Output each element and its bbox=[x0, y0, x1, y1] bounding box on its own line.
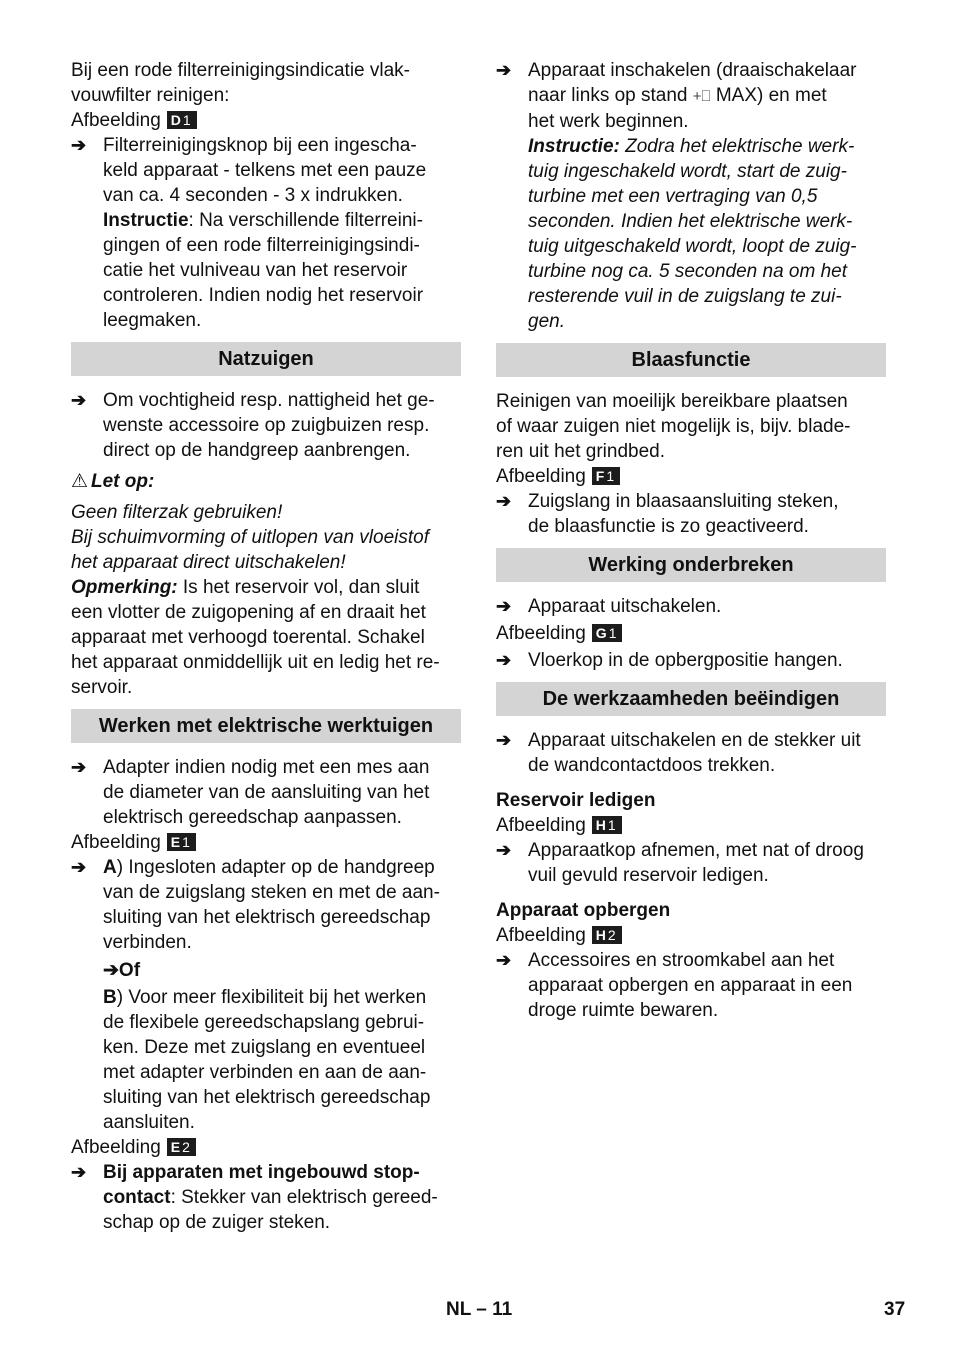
figure-ref: Afbeelding D1 bbox=[71, 108, 461, 133]
right-arrow-icon: ➔ bbox=[496, 650, 512, 670]
caution-heading: ⚠ Let op: bbox=[71, 471, 155, 492]
step-empty-reservoir: ➔ Apparaatkop afnemen, met nat of droog vuil gevuld reservoir ledigen. bbox=[496, 840, 864, 886]
step-blaas: ➔ Zuigslang in blaasaansluiting steken, de blaasfunctie is zo geactiveerd. bbox=[496, 491, 839, 537]
figure-badge-d1: D1 bbox=[167, 111, 197, 129]
right-arrow-icon: ➔ bbox=[71, 135, 87, 155]
right-arrow-icon: ➔ bbox=[496, 596, 512, 616]
right-arrow-icon: ➔ bbox=[496, 60, 512, 80]
figure-ref: Afbeelding F1 bbox=[496, 464, 886, 489]
intro-line: vouwfilter reinigen: bbox=[71, 85, 230, 106]
step-option-a: ➔ A) Ingesloten adapter op de handgreep van de zuigslang steken en met de aan- sluiting van het elektrisch gereedschap verbinden. bbox=[71, 857, 440, 953]
figure-badge-e2: E2 bbox=[167, 1138, 196, 1156]
step-switch-on: ➔ Apparaat inschakelen (draaischakelaar naar links op stand +⎕ MAX) en met het werk beginnen. bbox=[496, 60, 857, 132]
right-arrow-icon: ➔ bbox=[71, 390, 87, 410]
right-arrow-icon: ➔ bbox=[496, 840, 512, 860]
step-floorhead: ➔ Vloerkop in de opbergpositie hangen. bbox=[496, 650, 843, 671]
left-column: Bij een rode filterreinigingsindicatie vlak- vouwfilter reinigen: Afbeelding D1 ➔ Filterreinigingsknop bij een ingescha- keld apparaat - telkens met een pauze van ca. 4 seconden - 3 x indrukken. Instructie: Na verschillende filterreini- gingen of een rode filterreinigingsindi- catie het vulniveau van het reservoir controleren. Indien nodig het reservoir leegmaken. Natzuigen ➔ Om vochtigheid resp. nattigheid het ge- wenste accessoire op zuigbuizen resp. direct op de handgreep aanbrengen. ⚠ Let op: Geen filterzak gebruiken! Bij schuimvorming of uitlopen van vloeistof het apparaat direct uitschakelen! Opmerking: Is het reservoir vol, dan sluit een vlotter de zuigopening af en draait het apparaat met verhoogd toerental. Schakel het apparaat onmiddellijk uit en ledig het re- servoir. Werken met elektrische werktuigen ➔ Adapter indien nodig met een mes aan de diameter van de aansluiting van het elektrisch gereedschap aanpassen. Afbeelding E1 ➔ A) Ingesloten adapter op de handgreep van de zuigslang steken en met de aan- sluiting van het elektrisch gereedschap verbinden. ➔Of B) Voor meer flexibiliteit bij het werken de flexibele gereedschapslang gebrui- ken. Deze met zuigslang en eventueel met adapter verbinden en aan de aan- sluiting van het elektrisch gereedschap aansluiten. Afbeelding E2 ➔ Bij apparaten met ingebouwd stop- contact: Stekker van elektrisch gereed- schap op de zuiger steken. bbox=[71, 58, 461, 1235]
section-heading-natzuigen: Natzuigen bbox=[71, 342, 461, 376]
step-store: ➔ Accessoires en stroomkabel aan het apparaat opbergen en apparaat in een droge ruimte bewaren. bbox=[496, 950, 853, 1021]
remark: Opmerking: Is het reservoir vol, dan sluit bbox=[71, 577, 420, 598]
figure-badge-e1: E1 bbox=[167, 833, 196, 851]
right-arrow-icon: ➔ bbox=[71, 857, 87, 877]
step-natzuigen: ➔ Om vochtigheid resp. nattigheid het ge- wenste accessoire op zuigbuizen resp. direct op de handgreep aanbrengen. bbox=[71, 390, 435, 461]
figure-badge-h2: H2 bbox=[592, 926, 622, 944]
right-arrow-icon: ➔ bbox=[496, 491, 512, 511]
intro-line: Bij een rode filterreinigingsindicatie vlak- bbox=[71, 60, 411, 81]
warning-text: Geen filterzak gebruiken! bbox=[71, 502, 283, 523]
right-arrow-icon: ➔ bbox=[496, 950, 512, 970]
figure-ref: Afbeelding H2 bbox=[496, 923, 886, 948]
footer-section-label: NL – 11 bbox=[446, 1299, 513, 1320]
subheading-opbergen: Apparaat opbergen bbox=[496, 900, 671, 921]
option-b: B) Voor meer flexibiliteit bij het werken de flexibele gereedschapslang gebrui- ken. Deze met zuigslang en eventueel met adapter verbinden en aan de aan- sluiting van het elektrisch gereedschap aansluiten. bbox=[103, 987, 431, 1133]
figure-ref: Afbeelding H1 bbox=[496, 813, 886, 838]
section-heading-onderbreken: Werking onderbreken bbox=[496, 548, 886, 582]
right-arrow-icon: ➔ bbox=[71, 1162, 87, 1182]
warning-triangle-icon: ⚠ bbox=[71, 471, 89, 492]
step-adapter: ➔ Adapter indien nodig met een mes aan de diameter van de aansluiting van het elektrisch gereedschap aanpassen. bbox=[71, 757, 430, 828]
right-arrow-icon: ➔ bbox=[496, 730, 512, 750]
plug-socket-icon: +⎕ bbox=[692, 88, 711, 105]
right-arrow-icon: ➔ bbox=[71, 757, 87, 777]
instruction-note: Instructie: Zodra het elektrische werk- tuig ingeschakeld wordt, start de zuig- turbine met een vertraging van 0,5 seconden. Indien het elektrische werk- tuig uitgeschakeld wordt, loopt de zuig- turbine nog ca. 5 seconden na om het resterende vuil in de zuigslang te zui- gen. bbox=[528, 136, 857, 332]
step-switch-off: ➔ Apparaat uitschakelen. bbox=[496, 596, 722, 617]
right-column: ➔ Apparaat inschakelen (draaischakelaar naar links op stand +⎕ MAX) en met het werk beginnen. Instructie: Zodra het elektrische werk- tuig ingeschakeld wordt, start de zuig- turbine met een vertraging van 0,5 seconden. Indien het elektrische werk- tuig uitgeschakeld wordt, loopt de zuig- turbine nog ca. 5 seconden na om het resterende vuil in de zuigslang te zui- gen. Blaasfunctie Reinigen van moeilijk bereikbare plaatsen of waar zuigen niet mogelijk is, bijv. blade- ren uit het grindbed. Afbeelding F1 ➔ Zuigslang in blaasaansluiting steken, de blaasfunctie is zo geactiveerd. Werking onderbreken ➔ Apparaat uitschakelen. Afbeelding G1 ➔ Vloerkop in de opbergpositie hangen. De werkzaamheden beëindigen ➔ Apparaat uitschakelen en de stekker uit de wandcontactdoos trekken. Reservoir ledigen Afbeelding H1 ➔ Apparaatkop afnemen, met nat of droog vuil gevuld reservoir ledigen. Apparaat opbergen Afbeelding H2 ➔ Accessoires en stroomkabel aan het apparaat opbergen en apparaat in een droge ruimte bewaren. bbox=[496, 58, 886, 1023]
instruction-note: Instructie: Na verschillende filterreini- gingen of een rode filterreinigingsindi- catie het vulniveau van het reservoir controleren. Indien nodig het reservoir leegmaken. bbox=[103, 210, 424, 331]
figure-ref: Afbeelding E1 bbox=[71, 830, 461, 855]
figure-ref: Afbeelding G1 bbox=[496, 621, 886, 646]
page-number: 37 bbox=[884, 1299, 906, 1320]
subheading-reservoir: Reservoir ledigen bbox=[496, 790, 656, 811]
figure-badge-g1: G1 bbox=[592, 624, 623, 642]
section-heading-beeindigen: De werkzaamheden beëindigen bbox=[496, 682, 886, 716]
section-heading-blaasfunctie: Blaasfunctie bbox=[496, 343, 886, 377]
step-stopcontact: ➔ Bij apparaten met ingebouwd stop- contact: Stekker van elektrisch gereed- schap op de zuiger steken. bbox=[71, 1162, 438, 1233]
section-heading-werken: Werken met elektrische werktuigen bbox=[71, 709, 461, 743]
figure-badge-h1: H1 bbox=[592, 816, 622, 834]
figure-badge-f1: F1 bbox=[592, 467, 620, 485]
step-filter-clean: ➔ Filterreinigingsknop bij een ingescha- keld apparaat - telkens met een pauze van ca. 4 seconden - 3 x indrukken. bbox=[71, 135, 427, 206]
step-unplug: ➔ Apparaat uitschakelen en de stekker uit de wandcontactdoos trekken. bbox=[496, 730, 861, 776]
right-arrow-icon: ➔ bbox=[103, 960, 119, 981]
figure-ref: Afbeelding E2 bbox=[71, 1135, 461, 1160]
option-or: ➔Of bbox=[103, 960, 141, 981]
